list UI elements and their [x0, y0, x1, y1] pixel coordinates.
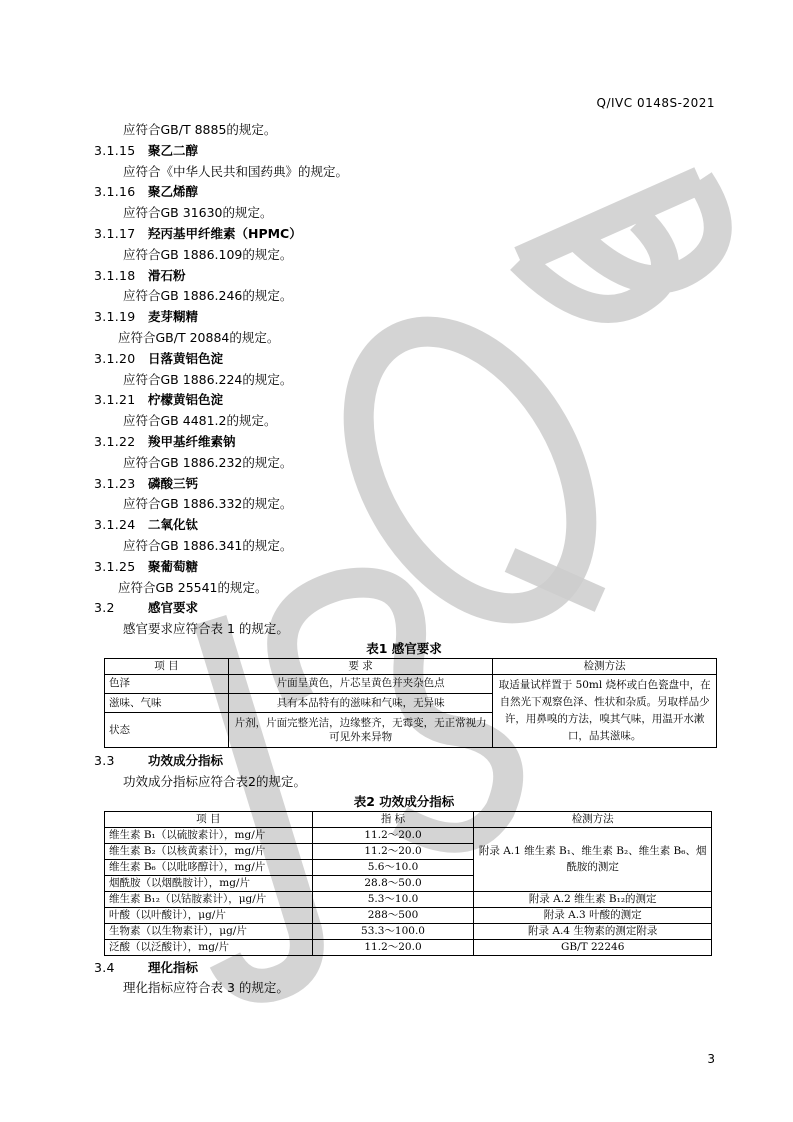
table-cell: 53.3～100.0 — [312, 923, 474, 939]
clause-title: 麦芽糊精 — [148, 309, 199, 325]
clause-number: 3.2 — [94, 600, 115, 616]
table-cell: 288～500 — [312, 907, 474, 923]
table-cell: 色泽 — [105, 674, 229, 693]
table-header-cell: 检测方法 — [474, 811, 712, 827]
table-cell: 11.2～20.0 — [312, 843, 474, 859]
table-cell: 维生素 B₆（以吡哆醇计），mg/片 — [105, 859, 313, 875]
clause-text: 应符合GB 1886.332的规定。 — [123, 496, 293, 512]
clause-title: 日落黄铝色淀 — [148, 350, 224, 366]
clause-title: 聚葡萄糖 — [148, 558, 199, 574]
table-cell: 附录 A.2 维生素 B₁₂的测定 — [474, 891, 712, 907]
clause-heading — [94, 432, 714, 453]
table-row — [105, 827, 712, 843]
clause-title: 二氧化钛 — [148, 517, 199, 533]
clause-title: 聚乙二醇 — [148, 142, 199, 158]
table-cell: 维生素 B₁（以硫胺素计），mg/片 — [105, 827, 313, 843]
table1-caption: 表1 感官要求 — [366, 640, 442, 656]
table-cell: 具有本品特有的滋味和气味，无异味 — [228, 694, 493, 713]
table-cell: 片剂，片面完整光洁，边缘整齐，无霉变，无正常视力可见外来异物 — [228, 713, 493, 748]
clause-heading — [94, 557, 714, 578]
table-cell: 5.6～10.0 — [312, 859, 474, 875]
table-header-row — [105, 811, 712, 827]
table-cell: 烟酰胺（以烟酰胺计），mg/片 — [105, 875, 313, 891]
clause-text: 理化指标应符合表 3 的规定。 — [123, 980, 289, 996]
clause-heading — [94, 474, 714, 495]
table-cell: 5.3～10.0 — [312, 891, 474, 907]
clause-heading — [94, 958, 714, 979]
sensory-requirements-table — [104, 658, 717, 748]
clause-title: 羧甲基纤维素钠 — [148, 433, 236, 449]
page-content — [94, 120, 714, 999]
table-cell-method: 附录 A.1 维生素 B₁、维生素 B₂、维生素 B₆、烟酰胺的测定 — [474, 827, 712, 891]
clause-number: 3.1.18 — [94, 267, 136, 283]
table-cell: 滋味、气味 — [105, 694, 229, 713]
clause-text: 应符合《中华人民共和国药典》的规定。 — [123, 163, 349, 179]
clause-heading — [94, 390, 714, 411]
table-header-cell: 检测方法 — [493, 658, 717, 674]
table-header-row — [105, 658, 717, 674]
table-cell: GB/T 22246 — [474, 939, 712, 955]
table-cell: 泛酸（以泛酸计），mg/片 — [105, 939, 313, 955]
clause-heading — [94, 307, 714, 328]
clause-text: 应符合GB/T 20884的规定。 — [118, 329, 280, 345]
table-cell: 叶酸（以叶酸计），μg/片 — [105, 907, 313, 923]
table-header-cell: 指 标 — [312, 811, 474, 827]
clause-text: 应符合GB 1886.246的规定。 — [123, 288, 293, 304]
table-cell: 11.2～20.0 — [312, 827, 474, 843]
table-cell-method: 取适量试样置于 50ml 烧杯或白色瓷盘中，在自然光下观察色泽、性状和杂质。另取样品少许，用鼻嗅的方法，嗅其气味，用温开水漱口，品其滋味。 — [493, 674, 717, 747]
clause-title: 磷酸三钙 — [148, 475, 199, 491]
clause-number: 3.1.25 — [94, 558, 136, 574]
clause-number: 3.1.24 — [94, 517, 136, 533]
table-cell: 片面呈黄色，片芯呈黄色并夹杂色点 — [228, 674, 493, 693]
clause-heading — [94, 349, 714, 370]
clause-number: 3.1.19 — [94, 309, 136, 325]
clause-title: 功效成分指标 — [148, 752, 224, 768]
clause-text: 应符合GB 31630的规定。 — [123, 205, 273, 221]
clause-number: 3.1.21 — [94, 392, 136, 408]
clause-text: 应符合GB 1886.109的规定。 — [123, 246, 293, 262]
clause-heading — [94, 266, 714, 287]
clause-heading — [94, 224, 714, 245]
table-cell: 维生素 B₁₂（以钴胺素计），μg/片 — [105, 891, 313, 907]
clause-heading — [94, 515, 714, 536]
table-row — [105, 674, 717, 693]
table-row — [105, 939, 712, 955]
clause-title: 理化指标 — [148, 959, 199, 975]
table-cell: 11.2～20.0 — [312, 939, 474, 955]
clause-title: 滑石粉 — [148, 267, 186, 283]
table-cell: 附录 A.4 生物素的测定附录 — [474, 923, 712, 939]
clause-list — [94, 120, 714, 640]
document-code: Q/IVC 0148S-2021 — [596, 96, 715, 110]
clause-text: 功效成分指标应符合表2的规定。 — [123, 773, 306, 789]
page-number: 3 — [707, 1052, 715, 1066]
clause-text: 应符合GB/T 8885的规定。 — [123, 122, 277, 137]
clause-title: 羟丙基甲纤维素（HPMC） — [148, 225, 302, 241]
clause-text: 应符合GB 25541的规定。 — [118, 579, 268, 595]
clause-title: 聚乙烯醇 — [148, 184, 199, 200]
clause-title: 感官要求 — [148, 600, 199, 616]
clause-heading — [94, 182, 714, 203]
clause-text: 应符合GB 4481.2的规定。 — [123, 413, 277, 429]
clause-text: 应符合GB 1886.224的规定。 — [123, 371, 293, 387]
clause-number: 3.1.16 — [94, 184, 136, 200]
clause-text: 应符合GB 1886.341的规定。 — [123, 537, 293, 553]
table-cell: 状态 — [105, 713, 229, 748]
clause-number: 3.1.20 — [94, 350, 136, 366]
table-header-cell: 项 目 — [105, 811, 313, 827]
clause-number: 3.1.15 — [94, 142, 136, 158]
table-row — [105, 923, 712, 939]
table-cell: 生物素（以生物素计），μg/片 — [105, 923, 313, 939]
clause-heading — [94, 141, 714, 162]
table-cell: 维生素 B₂（以核黄素计），mg/片 — [105, 843, 313, 859]
clause-title: 柠檬黄铝色淀 — [148, 392, 224, 408]
clause-number: 3.1.22 — [94, 433, 136, 449]
clause-number: 3.1.23 — [94, 475, 136, 491]
table2-caption: 表2 功效成分指标 — [353, 793, 455, 809]
table-cell: 28.8～50.0 — [312, 875, 474, 891]
table-row — [105, 891, 712, 907]
functional-components-table — [104, 811, 712, 956]
table-header-cell: 项 目 — [105, 658, 229, 674]
clause-heading — [94, 598, 714, 619]
table-row — [105, 907, 712, 923]
table-cell: 附录 A.3 叶酸的测定 — [474, 907, 712, 923]
clause-text: 感官要求应符合表 1 的规定。 — [123, 621, 289, 637]
table-header-cell: 要 求 — [228, 658, 493, 674]
clause-heading — [94, 751, 714, 772]
clause-number: 3.4 — [94, 959, 115, 975]
clause-number: 3.1.17 — [94, 225, 136, 241]
clause-number: 3.3 — [94, 752, 115, 768]
clause-text: 应符合GB 1886.232的规定。 — [123, 454, 293, 470]
